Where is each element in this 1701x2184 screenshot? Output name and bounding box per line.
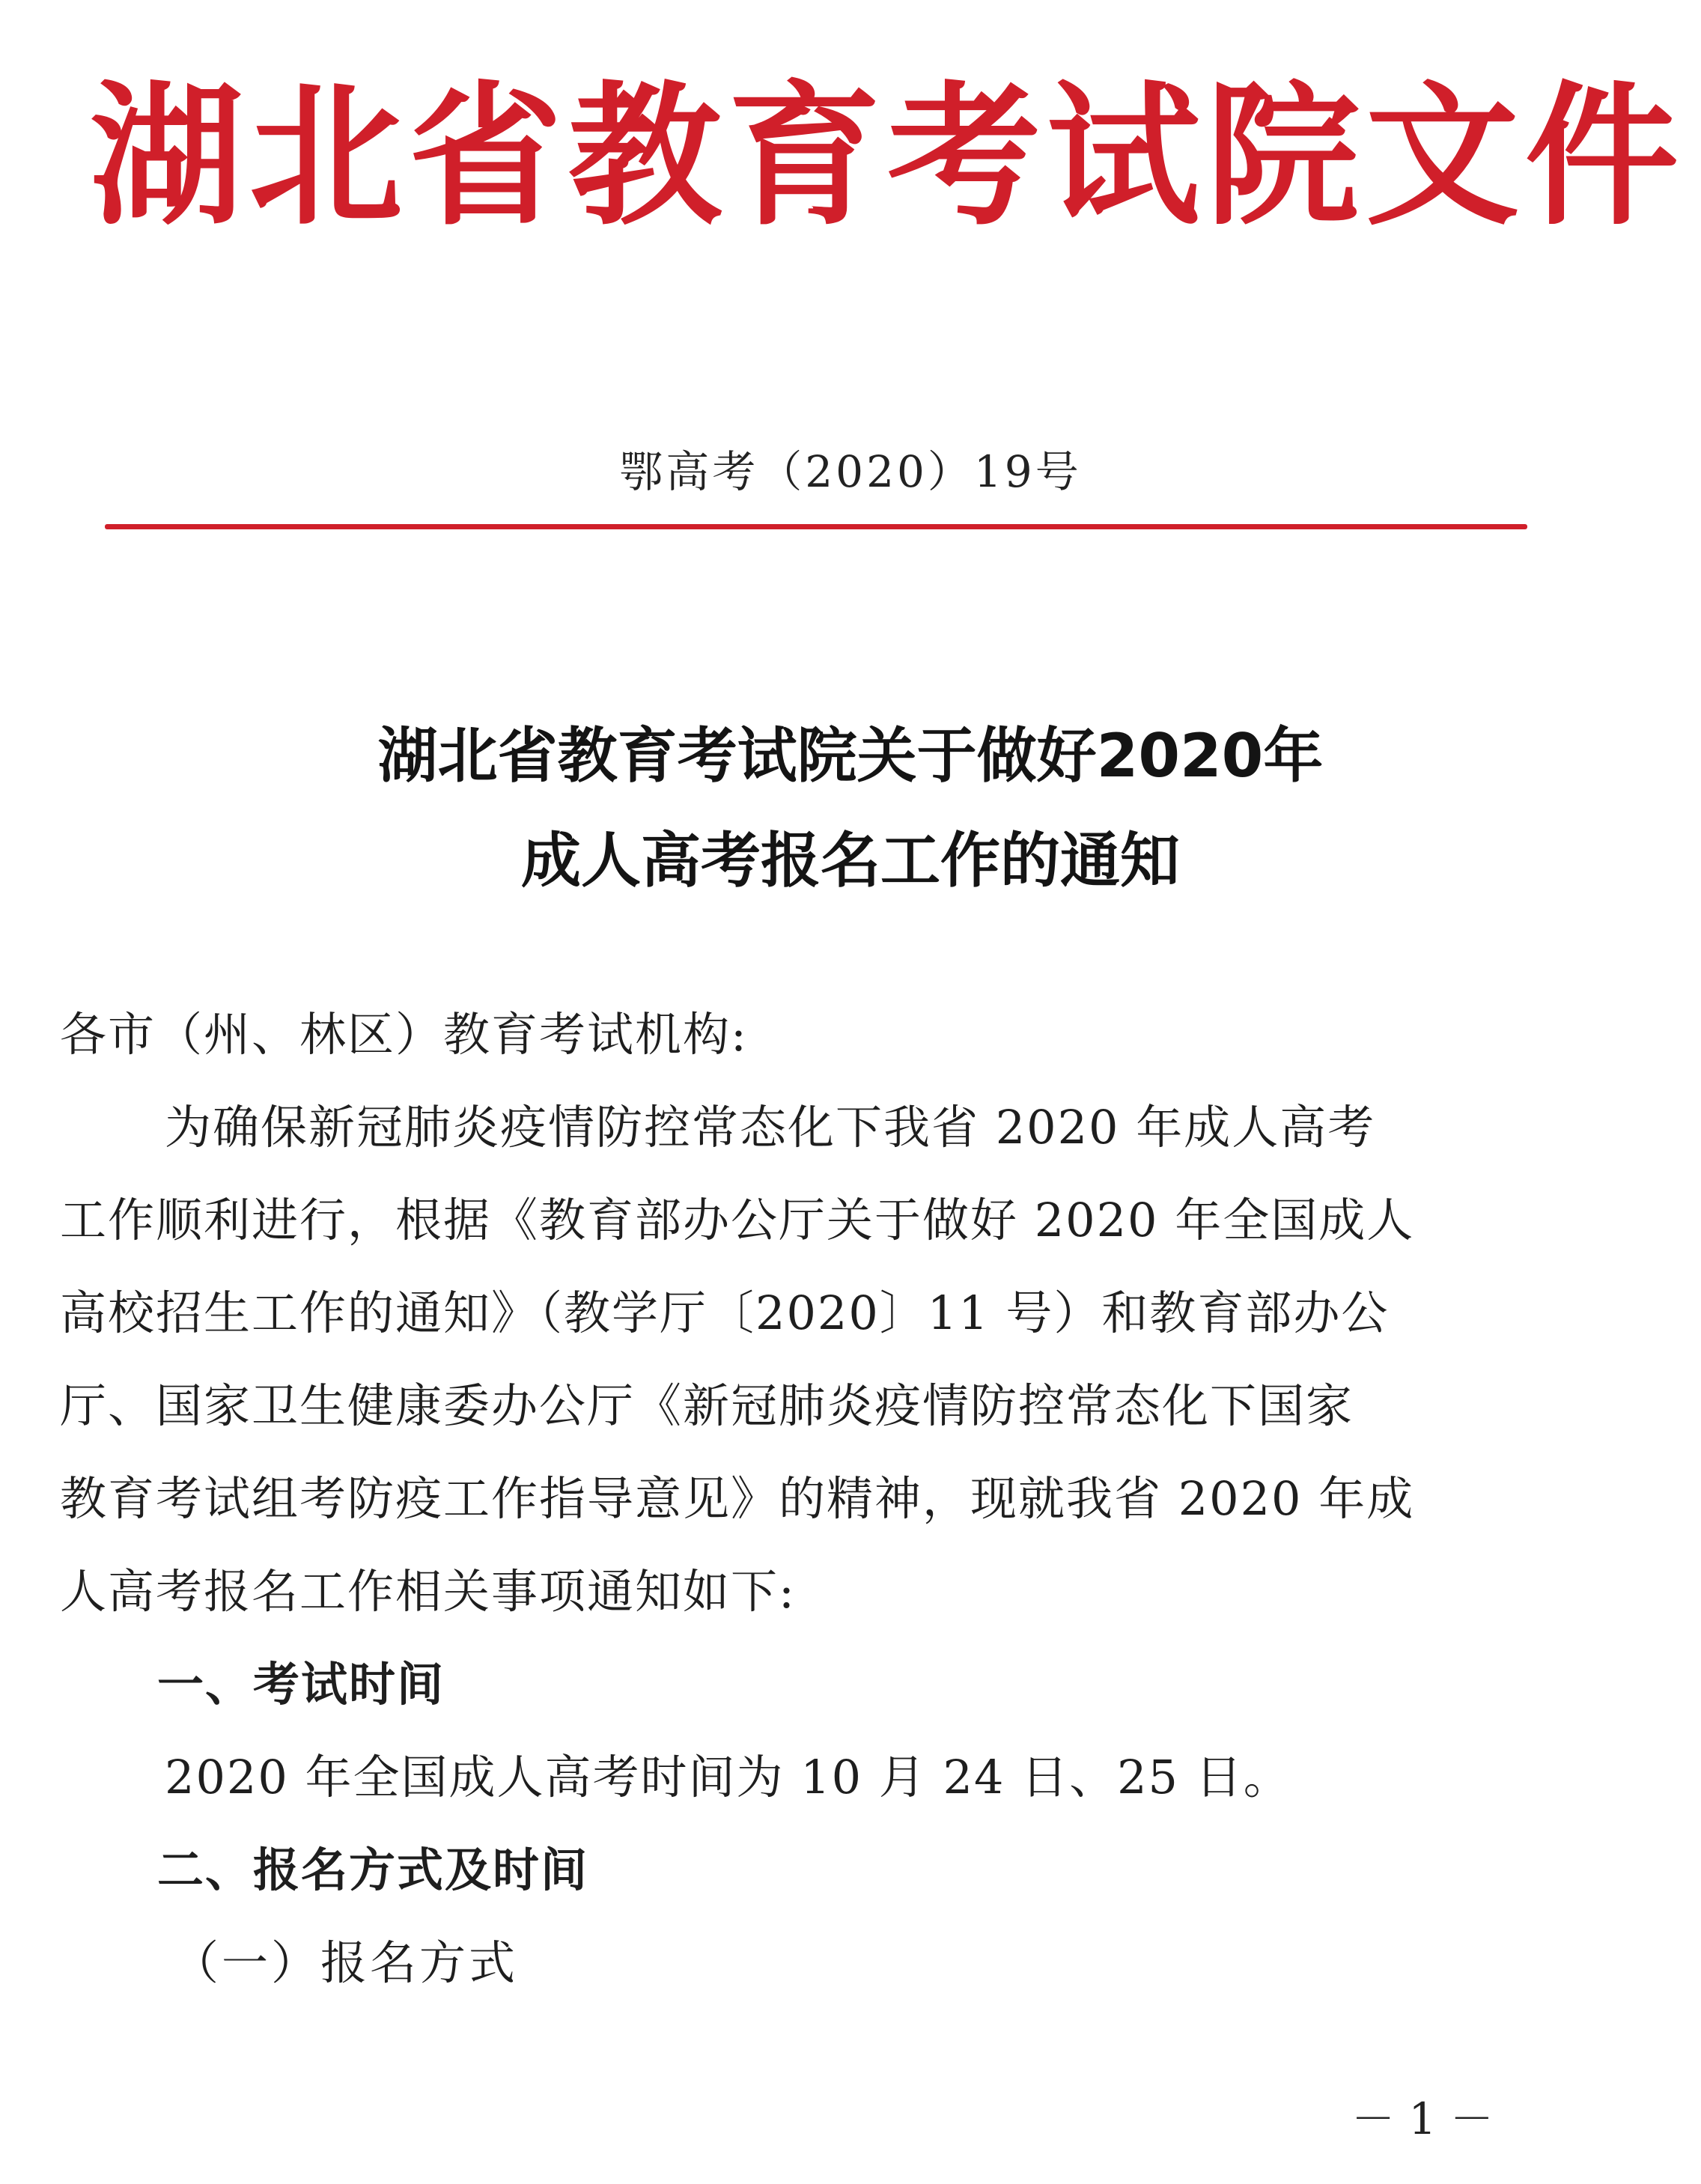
paragraph-line: 工作顺利进行，根据《教育部办公厅关于做好 2020 年全国成人 xyxy=(60,1193,1415,1247)
paragraph-line: 为确保新冠肺炎疫情防控常态化下我省 2020 年成人高考 xyxy=(165,1100,1376,1155)
notice-title xyxy=(0,704,1701,913)
paragraph-line: 厅、国家卫生健康委办公厅《新冠肺炎疫情防控常态化下国家 xyxy=(60,1378,1354,1433)
section-heading-exam-time: 一、考试时间 xyxy=(157,1657,445,1712)
notice-title-line-2: 成人高考报名工作的通知 xyxy=(521,826,1180,895)
notice-body xyxy=(60,988,1482,2010)
red-divider-line xyxy=(105,524,1527,529)
salutation: 各市（州、林区）教育考试机构: xyxy=(60,1007,748,1062)
page-number: － 1 － xyxy=(1351,2093,1494,2144)
section-heading-registration: 二、报名方式及时间 xyxy=(157,1843,589,1897)
paragraph-line: 人高考报名工作相关事项通知如下: xyxy=(60,1564,796,1619)
notice-title-line-1: 湖北省教育考试院关于做好2020年 xyxy=(377,721,1324,791)
exam-time-text: 2020 年全国成人高考时间为 10 月 24 日、25 日。 xyxy=(165,1750,1291,1804)
paragraph-line: 高校招生工作的通知》（教学厅〔2020〕11 号）和教育部办公 xyxy=(60,1286,1390,1340)
masthead-title: 湖北省教育考试院文件 xyxy=(90,68,1685,246)
paragraph-line: 教育考试组考防疫工作指导意见》的精神，现就我省 2020 年成 xyxy=(60,1471,1415,1526)
document-number: 鄂高考（2020）19号 xyxy=(619,446,1082,497)
subsection-heading-registration-method: （一）报名方式 xyxy=(172,1935,519,1990)
